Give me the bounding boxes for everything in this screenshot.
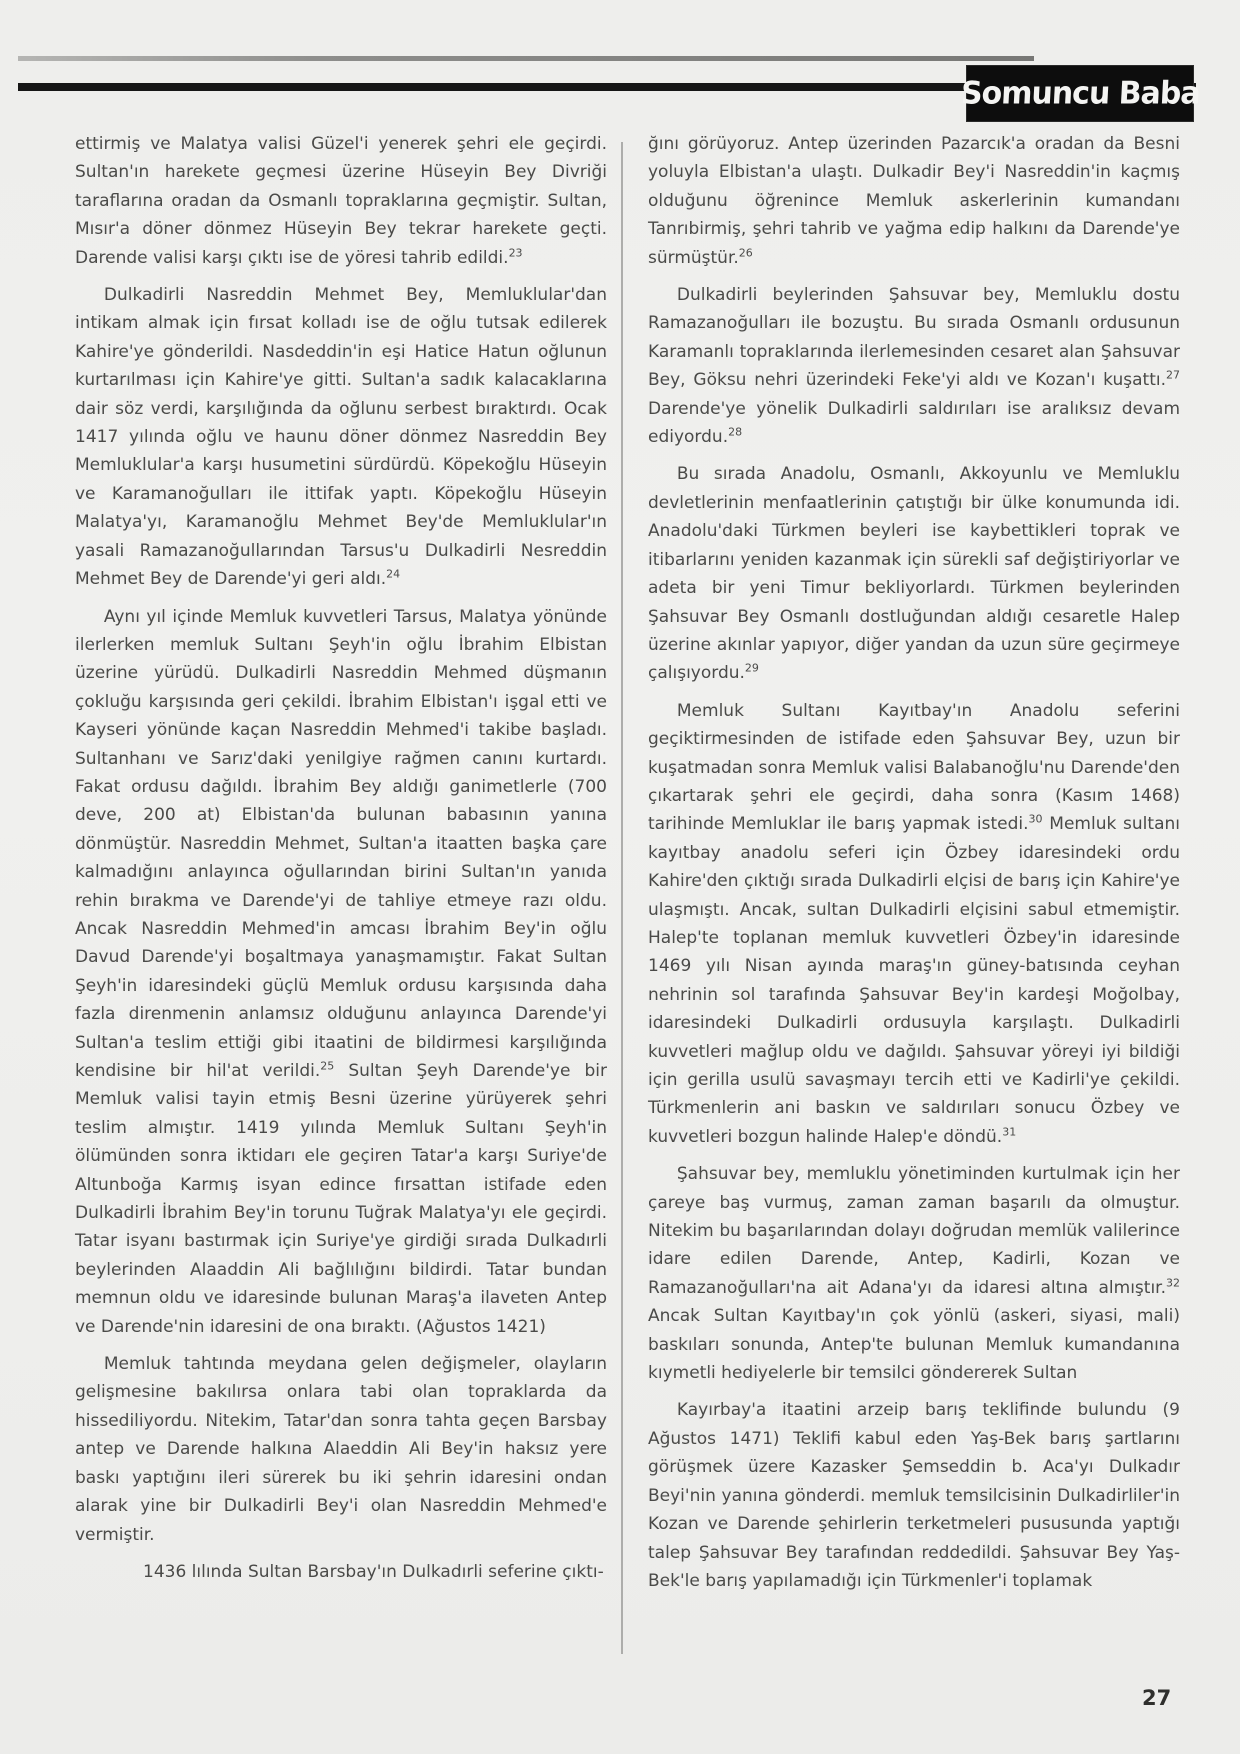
page-header-title: Somuncu Baba [959,75,1201,112]
footnote-marker: 27 [1166,368,1180,382]
footnote-marker: 30 [1028,812,1043,826]
paragraph [648,1396,1180,1595]
right-text-column [648,130,1180,1604]
text-run: Kayırbay'a itaatini arzeip barış teklifinde bulundu (9 Ağustos 1471) Teklifi kabul eden Yaş-Bek barış şartlarını görüşmek üzere Kazasker Şemseddin b. Aca'yı Dulkadır Beyi'nin yanına gönderdi. memluk temsilcisinin Dulkadirliler'in Kozan ve Darende şehirlerin terketmeleri pususunda yaptığı talep Şahsuvar Bey tarafından reddedildi. Şahsuvar Bey Yaş-Bek'le barış yapılamadığı için Türkmenler'i toplamak [648,1400,1180,1591]
paragraph [648,697,1180,1152]
text-run: Aynı yıl içinde Memluk kuvvetleri Tarsus, Malatya yönünde ilerlerken memluk Sultanı Şeyh'in oğlu İbrahim Elbistan üzerine yürüdü. Dulkadirli Nasreddin Mehmed düşmanın çokluğu karşısında geri çekildi. İbrahim Elbistan'ı işgal etti ve Kayseri yönünde kaçan Nasreddin Mehmed'i takibe başladı. Sultanhanı ve Sarız'daki yenilgiye rağmen canını kurtardı. Fakat ordusu dağıldı. İbrahim Bey aldığı ganimetlerle (700 deve, 200 at) Elbistan'da bulunan babasının yanına dönmüştür. Nasreddin Mehmet, Sultan'a itaatten başka çare kalmadığını anlayınca oğullarından birini Sultan'ın yanıda rehin bırakma ve Darende'yi de tahliye etmeye razı oldu. Ancak Nasreddin Mehmed'in amcası İbrahim Bey'in oğlu Davud Darende'yi boşaltmaya yanaşmamıştır. Fakat Sultan Şeyh'in idaresindeki güçlü Memluk ordusu karşısında daha fazla direnmenin anlamsız olduğunu anlayınca Darende'yi Sultan'a teslim ettiği gibi itaatini de bildirmesi karşılığında kendisine bir hil'at verildi. [75,606,607,1081]
paragraph [648,1160,1180,1387]
paragraph [648,130,1180,272]
paragraph [75,1558,607,1586]
text-run: Ancak Sultan Kayıtbay'ın çok yönlü (askeri, siyasi, mali) baskıları sonunda, Antep'te bulunan Memluk kumandanına kıymetli hediyelerle bir temsilci göndererek Sultan [648,1306,1180,1384]
text-run: Bu sırada Anadolu, Osmanlı, Akkoyunlu ve Memluklu devletlerinin menfaatlerinin çatıştığı bir ülke konumunda idi. Anadolu'daki Türkmen beyleri ise kaybettikleri toprak ve itibarlarını yeniden kazanmak için sürekli saf değiştiriyorlar ve adeta bir yeni Timur bekliyorlardı. Türkmen beylerinden Şahsuvar Bey Osmanlı dostluğundan aldığı cesaretle Halep üzerine akınlar yapıyor, diğer yandan da uzun süre geçirmeye çalışıyordu. [648,464,1180,684]
top-rule-thin [18,56,1034,61]
footnote-marker: 25 [320,1059,335,1073]
text-run: Memluk Sultanı Kayıtbay'ın Anadolu seferini geçiktirmesinden de istifade eden Şahsuvar Bey, uzun bir kuşatmadan sonra Memluk valisi Balabanoğlu'nu Darende'den çıkartarak şehri ele geçirdi, daha sonra (Kasım 1468) tarihinde Memluklar ile barış yapmak istedi. [648,700,1180,835]
paragraph [648,460,1180,687]
footnote-marker: 26 [738,245,753,259]
page-number: 27 [1142,1686,1172,1710]
footnote-marker: 31 [1002,1125,1017,1139]
text-run: Memluk sultanı kayıtbay anadolu seferi için Özbey idaresindeki ordu Kahire'den çıktığı sırada Dulkadirli elçisi de barış için Kahire'ye ulaşmıştı. Ancak, sultan Dulkadirli elçisini sabul etmemiştir. Halep'te toplanan memluk kuvvetleri Özbey'in idaresinde 1469 yılı Nisan ayında maraş'ın güney-batısında ceyhan nehrinin sol tarafında Şahsuvar Bey'in kardeşi Moğolbay, idaresindeki Dulkadirli ordusuyla karşılaştı. Dulkadirli kuvvetleri mağlup oldu ve dağıldı. Şahsuvar yöreyi iyi bildiği için gerilla usulü savaşmayı tercih etti ve Kadirli'ye çekildi. Türkmenlerin ani baskın ve saldırıları sonucu Özbey ve kuvvetleri bozgun halinde Halep'e döndü. [648,814,1180,1147]
footnote-marker: 23 [508,245,523,259]
footnote-marker: 28 [728,425,743,439]
left-text-column [75,130,607,1595]
text-run: Şahsuvar bey, memluklu yönetiminden kurtulmak için her çareye baş vurmuş, zaman zaman başarılı da olmuştur. Nitekim bu başarılarından dolayı doğrudan memlük valilerince idare edilen Darende, Antep, Kadirli, Kozan ve Ramazanoğulları'na ait Adana'yı da idaresi altına almıştır. [648,1164,1180,1298]
paragraph [75,603,607,1342]
text-run: ettirmiş ve Malatya valisi Güzel'i yenerek şehri ele geçirdi. Sultan'ın harekete geçmesi üzerine Hüseyin Bey Divriği taraflarına oradan da Osmanlı topraklarına geçmiştir. Sultan, Mısır'a döner dönmez Hüseyin Bey tekrar harekete geçti. Darende valisi karşı çıktı ise de yöresi tahrib edildi. [75,134,607,268]
text-run: Dulkadirli Nasreddin Mehmet Bey, Memluklular'dan intikam almak için fırsat kolladı ise de oğlu tutsak edilerek Kahire'ye gönderildi. Nasdeddin'in eşi Hatice Hatun oğlunun kurtarılması için Kahire'ye gitti. Sultan'a sadık kalacaklarına dair söz verdi, karşılığında da oğlunu serbest bıraktırdı. Ocak 1417 yılında oğlu ve haunu döner dönmez Nasreddin Bey Memluklular'a karşı husumetini sürdürdü. Köpekoğlu Hüseyin ve Karamanoğulları ile ittifak yaptı. Köpekoğlu Hüseyin Malatya'yı, Karamanoğlu Mehmet Bey'de Memluklular'ın yasali Ramazanoğullarından Tarsus'u Dulkadirli Nesreddin Mehmet Bey de Darende'yi geri aldı. [75,285,607,590]
page-header-banner [959,65,1201,122]
text-run: ğını görüyoruz. Antep üzerinden Pazarcık'a oradan da Besni yoluyla Elbistan'a ulaştı. Dulkadir Bey'i Nasreddin'in kaçmış olduğunu öğrenince Memluk askerlerinin kumandanı Tanrıbirmiş, şehri tahrib ve yağma edip halkını da Darende'ye sürmüştür. [648,134,1180,268]
paragraph [648,281,1180,451]
footnote-marker: 24 [386,567,401,581]
text-run: Dulkadirli beylerinden Şahsuvar bey, Memluklu dostu Ramazanoğulları ile bozuştu. Bu sırada Osmanlı ordusunun Karamanlı topraklarında ilerlemesinden cesaret alan Şahsuvar Bey, Göksu nehri üzerindeki Feke'yi aldı ve Kozan'ı kuşattı. [648,285,1180,391]
column-divider [621,142,623,1654]
footnote-marker: 29 [744,661,759,675]
footnote-marker: 32 [1166,1276,1180,1290]
paragraph [75,281,607,593]
paragraph [75,1350,607,1549]
text-run: Memluk tahtında meydana gelen değişmeler, olayların gelişmesine bakılırsa onlara tabi olan topraklarda da hissediliyordu. Nitekim, Tatar'dan sonra tahta geçen Barsbay antep ve Darende halkına Alaeddin Ali Bey'in haksız yere baskı yaptığını ileri sürerek bu iki şehrin idaresini ondan alarak yine bir Dulkadirli Bey'i olan Nasreddin Mehmed'e vermiştir. [75,1354,607,1545]
paragraph [75,130,607,272]
text-run: 1436 lılında Sultan Barsbay'ın Dulkadırli seferine çıktı- [143,1561,604,1582]
text-run: Darende'ye yönelik Dulkadirli saldırıları ise aralıksız devam ediyordu. [648,398,1180,448]
text-run: Sultan Şeyh Darende'ye bir Memluk valisi tayin etmiş Besni üzerine yürüyerek şehri teslim almıştır. 1419 yılında Memluk Sultanı Şeyh'in ölümünden sonra iktidarı ele geçiren Tatar'a karşı Suriye'de Altunboğa Karmış isyan edince fırsattan istifade eden Dulkadirli İbrahim Bey'in torunu Tuğrak Malatya'yı ele geçirdi. Tatar isyanı bastırmak için Suriye'ye girdiği sırada Dulkadırli beylerinden Alaaddin Ali bağlılığını bildirdi. Tatar bundan memnun oldu ve idaresinde bulunan Maraş'a ilaveten Antep ve Darende'nin idaresini de ona bıraktı. (Ağustos 1421) [75,1061,607,1337]
